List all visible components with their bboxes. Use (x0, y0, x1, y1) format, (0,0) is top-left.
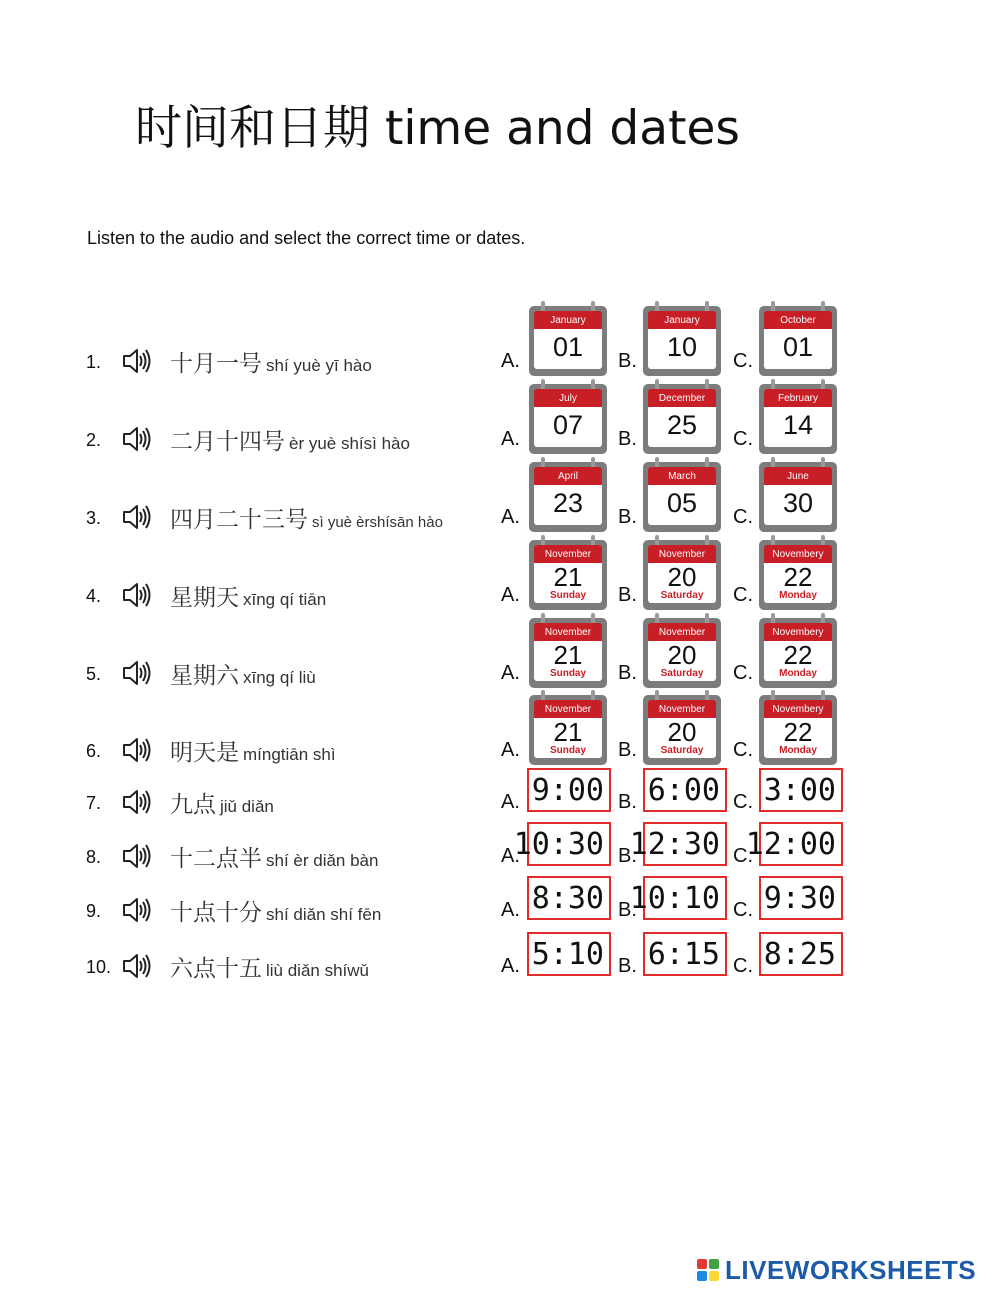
calendar-body (534, 329, 602, 369)
question-number: 4. (86, 586, 102, 606)
clock-time: 12:30 (629, 827, 720, 862)
speaker-icon[interactable] (121, 659, 153, 687)
calendar-option[interactable] (759, 618, 837, 688)
option-letter-b[interactable]: B. (618, 350, 637, 372)
calendar-day: 30 (782, 488, 814, 518)
question-number: 2. (86, 430, 102, 450)
digital-clock-option[interactable] (513, 822, 611, 866)
calendar-day: 20 (667, 717, 697, 747)
calendar-day: 07 (552, 410, 584, 440)
clock-time: 9:00 (531, 773, 604, 808)
question-number: 3. (86, 508, 102, 528)
option-letter-b[interactable]: B. (618, 584, 637, 606)
clock-time: 6:15 (647, 937, 720, 972)
speaker-icon[interactable] (121, 896, 153, 924)
calendar-day: 01 (552, 332, 584, 362)
question-number: 5. (86, 664, 102, 684)
chinese-phrase (170, 950, 369, 983)
calendar-day: 14 (782, 410, 814, 440)
question-number: 9. (86, 901, 102, 921)
calendar-weekday: Monday (779, 745, 817, 756)
calendar-month: April (534, 467, 602, 485)
speaker-icon[interactable] (121, 347, 153, 375)
calendar-option[interactable] (759, 462, 837, 532)
clock-time: 3:00 (763, 773, 836, 808)
calendar-weekday: Saturday (660, 668, 704, 679)
calendar-option[interactable] (759, 306, 837, 376)
speaker-icon[interactable] (121, 736, 153, 764)
calendar-option[interactable] (643, 540, 721, 610)
calendar-body (534, 485, 602, 525)
calendar-month: November (648, 700, 716, 718)
digital-clock-option[interactable] (759, 768, 843, 812)
page-title: 时间和日期 time and dates (135, 101, 740, 156)
clock-time: 8:25 (763, 937, 836, 972)
calendar-body (534, 641, 602, 681)
chinese-phrase (170, 501, 443, 534)
calendar-body (764, 641, 832, 681)
chinese-phrase (170, 840, 378, 873)
calendar-option[interactable] (643, 618, 721, 688)
clock-time: 9:30 (763, 881, 836, 916)
option-letter-c[interactable]: C. (733, 791, 753, 813)
calendar-weekday: Saturday (660, 745, 704, 756)
option-letter-b[interactable]: B. (618, 662, 637, 684)
pinyin-text: sì yuè èrshísān hào (312, 514, 443, 531)
pinyin-text: jiǔ diǎn (220, 797, 274, 816)
calendar-option[interactable] (643, 695, 721, 765)
calendar-body (764, 329, 832, 369)
calendar-body (534, 407, 602, 447)
digital-clock-option[interactable] (527, 876, 611, 920)
calendar-option[interactable] (759, 540, 837, 610)
calendar-month: February (764, 389, 832, 407)
pinyin-text: liù diǎn shíwǔ (266, 961, 370, 980)
hanzi-text: 星期六 (170, 663, 239, 689)
option-letter-a[interactable]: A. (501, 584, 520, 606)
clock-time: 10:30 (513, 827, 604, 862)
option-letter-a[interactable]: A. (501, 899, 520, 921)
logo-block (697, 1259, 707, 1269)
question-number: 8. (86, 847, 102, 867)
option-letter-b[interactable]: B. (618, 955, 637, 977)
calendar-day: 21 (553, 640, 583, 670)
calendar-month: Novembery (764, 623, 832, 641)
option-letter-a[interactable]: A. (501, 662, 520, 684)
calendar-month: January (534, 311, 602, 329)
hanzi-text: 十二点半 (170, 846, 262, 872)
calendar-day: 05 (666, 488, 698, 518)
question-number: 7. (86, 793, 102, 813)
calendar-option[interactable] (529, 306, 607, 376)
hanzi-text: 六点十五 (170, 956, 262, 982)
calendar-month: November (534, 700, 602, 718)
calendar-weekday: Saturday (660, 590, 704, 601)
question-number: 10. (86, 957, 112, 977)
calendar-body (534, 563, 602, 603)
option-letter-b[interactable]: B. (618, 428, 637, 450)
calendar-body (648, 329, 716, 369)
clock-time: 5:10 (531, 937, 604, 972)
hanzi-text: 十月一号 (170, 351, 262, 377)
calendar-option[interactable] (643, 306, 721, 376)
hanzi-text: 二月十四号 (170, 429, 285, 455)
chinese-phrase (170, 345, 372, 378)
option-letter-b[interactable]: B. (618, 899, 637, 921)
calendar-day: 21 (553, 717, 583, 747)
option-letter-c[interactable]: C. (733, 506, 753, 528)
option-letter-c[interactable]: C. (733, 899, 753, 921)
calendar-month: November (648, 623, 716, 641)
calendar-body (648, 485, 716, 525)
calendar-body (648, 641, 716, 681)
speaker-icon[interactable] (121, 425, 153, 453)
speaker-icon[interactable] (121, 842, 153, 870)
clock-time: 10:10 (629, 881, 720, 916)
digital-clock-option[interactable] (759, 932, 843, 976)
logo-block (709, 1271, 719, 1281)
calendar-option[interactable] (529, 384, 607, 454)
option-letter-a[interactable]: A. (501, 845, 520, 867)
chinese-phrase (170, 734, 336, 767)
option-letter-c[interactable]: C. (733, 350, 753, 372)
speaker-icon[interactable] (121, 952, 153, 980)
chinese-phrase (170, 657, 316, 690)
option-letter-a[interactable]: A. (501, 739, 520, 761)
option-letter-c[interactable]: C. (733, 739, 753, 761)
logo-text: LIVEWORKSHEETS (725, 1255, 977, 1285)
digital-clock-option[interactable] (643, 932, 727, 976)
speaker-icon[interactable] (121, 503, 153, 531)
calendar-month: November (534, 623, 602, 641)
calendar-month: March (648, 467, 716, 485)
option-letter-c[interactable]: C. (733, 584, 753, 606)
calendar-day: 01 (782, 332, 814, 362)
pinyin-text: xīng qí liù (243, 668, 316, 687)
digital-clock-option[interactable] (527, 768, 611, 812)
pinyin-text: shí èr diǎn bàn (266, 851, 379, 870)
calendar-weekday: Sunday (549, 745, 587, 756)
option-letter-c[interactable]: C. (733, 428, 753, 450)
option-letter-b[interactable]: B. (618, 739, 637, 761)
calendar-month: November (648, 545, 716, 563)
calendar-body (764, 407, 832, 447)
chinese-phrase (170, 579, 326, 612)
calendar-option[interactable] (529, 462, 607, 532)
speaker-icon[interactable] (121, 581, 153, 609)
calendar-month: Novembery (764, 545, 832, 563)
digital-clock-option[interactable] (527, 932, 611, 976)
calendar-body (534, 718, 602, 758)
calendar-option[interactable] (529, 540, 607, 610)
option-letter-a[interactable]: A. (501, 506, 520, 528)
pinyin-text: shí diǎn shí fēn (266, 905, 382, 924)
hanzi-text: 四月二十三号 (170, 507, 308, 533)
chinese-phrase (170, 894, 381, 927)
calendar-body (648, 563, 716, 603)
calendar-day: 22 (783, 562, 813, 592)
pinyin-text: shí yuè yī hào (266, 356, 372, 375)
digital-clock-option[interactable] (759, 876, 843, 920)
calendar-month: October (764, 311, 832, 329)
clock-time: 8:30 (531, 881, 604, 916)
calendar-day: 23 (552, 488, 584, 518)
clock-time: 6:00 (647, 773, 720, 808)
calendar-month: June (764, 467, 832, 485)
pinyin-text: xīng qí tiān (243, 590, 327, 609)
option-letter-a[interactable]: A. (501, 428, 520, 450)
option-letter-c[interactable]: C. (733, 662, 753, 684)
question-number: 6. (86, 741, 102, 761)
calendar-body (764, 563, 832, 603)
calendar-option[interactable] (759, 384, 837, 454)
option-letter-a[interactable]: A. (501, 350, 520, 372)
option-letter-b[interactable]: B. (618, 506, 637, 528)
calendar-weekday: Monday (779, 668, 817, 679)
logo-block (709, 1259, 719, 1269)
calendar-weekday: Monday (779, 590, 817, 601)
instructions: Listen to the audio and select the correct time or dates. (87, 228, 526, 248)
calendar-day: 20 (667, 562, 697, 592)
option-letter-a[interactable]: A. (501, 955, 520, 977)
hanzi-text: 十点十分 (170, 900, 262, 926)
option-letter-b[interactable]: B. (618, 845, 637, 867)
chinese-phrase (170, 423, 410, 456)
pinyin-text: míngtiān shì (243, 745, 336, 764)
calendar-body (648, 407, 716, 447)
clock-time: 12:00 (745, 827, 836, 862)
calendar-day: 20 (667, 640, 697, 670)
question-number: 1. (86, 352, 102, 372)
calendar-month: July (534, 389, 602, 407)
digital-clock-option[interactable] (643, 768, 727, 812)
option-letter-c[interactable]: C. (733, 955, 753, 977)
calendar-body (764, 485, 832, 525)
calendar-day: 21 (553, 562, 583, 592)
calendar-month: November (534, 545, 602, 563)
calendar-option[interactable] (529, 618, 607, 688)
digital-clock-option[interactable] (629, 876, 727, 920)
calendar-option[interactable] (643, 384, 721, 454)
hanzi-text: 星期天 (170, 585, 239, 611)
calendar-day: 22 (783, 640, 813, 670)
calendar-weekday: Sunday (549, 590, 587, 601)
speaker-icon[interactable] (121, 788, 153, 816)
option-letter-b[interactable]: B. (618, 791, 637, 813)
logo-block (697, 1271, 707, 1281)
calendar-option[interactable] (759, 695, 837, 765)
calendar-weekday: Sunday (549, 668, 587, 679)
calendar-day: 10 (666, 332, 698, 362)
calendar-body (648, 718, 716, 758)
logo-blocks-icon (697, 1259, 721, 1283)
calendar-month: December (648, 389, 716, 407)
pinyin-text: èr yuè shísì hào (289, 434, 410, 453)
option-letter-a[interactable]: A. (501, 791, 520, 813)
option-letter-c[interactable]: C. (733, 845, 753, 867)
calendar-month: Novembery (764, 700, 832, 718)
hanzi-text: 九点 (170, 792, 216, 818)
calendar-day: 22 (783, 717, 813, 747)
calendar-option[interactable] (529, 695, 607, 765)
digital-clock-option[interactable] (745, 822, 843, 866)
digital-clock-option[interactable] (629, 822, 727, 866)
hanzi-text: 明天是 (170, 740, 239, 766)
calendar-option[interactable] (643, 462, 721, 532)
calendar-month: January (648, 311, 716, 329)
chinese-phrase (170, 786, 274, 819)
calendar-body (764, 718, 832, 758)
calendar-day: 25 (666, 410, 698, 440)
